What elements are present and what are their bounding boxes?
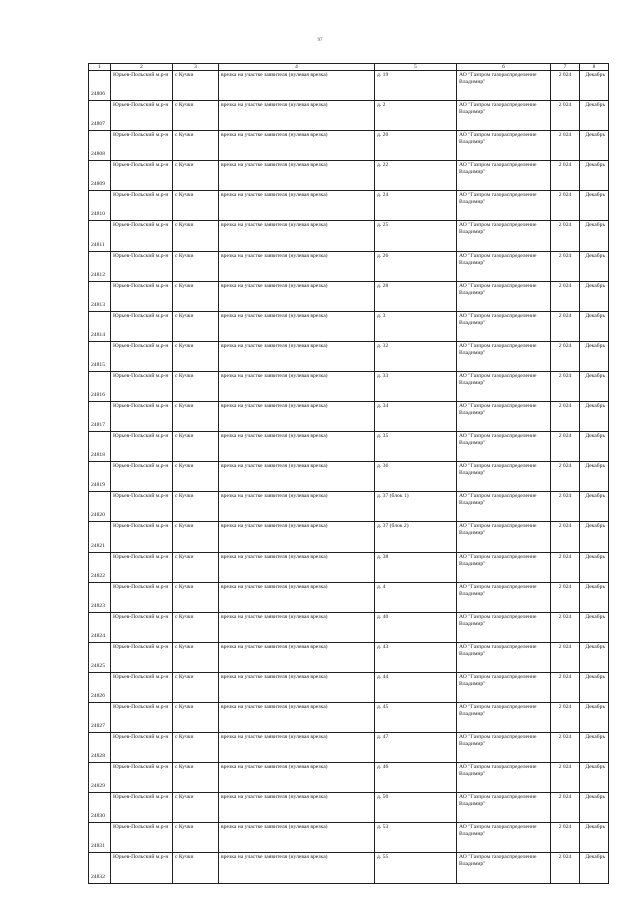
column-header: 8 (580, 64, 609, 71)
row-number: 24817 (89, 402, 111, 432)
district-cell: Юрьев-Польский м.р-н (111, 161, 173, 191)
month-cell: Декабрь (580, 402, 609, 432)
year-cell: 2 024 (551, 371, 580, 401)
year-cell: 2 024 (551, 311, 580, 341)
address-cell: д. 47 (375, 733, 457, 763)
table-row (89, 733, 609, 763)
year-cell: 2 024 (551, 853, 580, 883)
row-number: 24818 (89, 432, 111, 462)
table-row (89, 101, 609, 131)
month-cell: Декабрь (580, 672, 609, 702)
row-number: 24830 (89, 793, 111, 823)
organization-cell: АО "Газпром газораспределение Владимир" (457, 101, 551, 131)
organization-cell: АО "Газпром газораспределение Владимир" (457, 251, 551, 281)
column-header: 4 (219, 64, 375, 71)
year-cell: 2 024 (551, 582, 580, 612)
settlement-cell: с Кучки (173, 733, 219, 763)
year-cell: 2 024 (551, 131, 580, 161)
district-cell: Юрьев-Польский м.р-н (111, 432, 173, 462)
month-cell: Декабрь (580, 642, 609, 672)
settlement-cell: с Кучки (173, 522, 219, 552)
settlement-cell: с Кучки (173, 432, 219, 462)
address-cell: д. 24 (375, 191, 457, 221)
row-number: 24820 (89, 492, 111, 522)
settlement-cell: с Кучки (173, 702, 219, 732)
organization-cell: АО "Газпром газораспределение Владимир" (457, 642, 551, 672)
year-cell: 2 024 (551, 522, 580, 552)
table-row (89, 672, 609, 702)
district-cell: Юрьев-Польский м.р-н (111, 582, 173, 612)
work-type-cell: врезка на участке заявителя (нулевая врезка) (219, 462, 375, 492)
address-cell: д. 4 (375, 582, 457, 612)
district-cell: Юрьев-Польский м.р-н (111, 191, 173, 221)
table-row (89, 402, 609, 432)
year-cell: 2 024 (551, 492, 580, 522)
work-type-cell: врезка на участке заявителя (нулевая врезка) (219, 251, 375, 281)
year-cell: 2 024 (551, 702, 580, 732)
organization-cell: АО "Газпром газораспределение Владимир" (457, 432, 551, 462)
column-header: 6 (457, 64, 551, 71)
year-cell: 2 024 (551, 642, 580, 672)
month-cell: Декабрь (580, 823, 609, 853)
work-type-cell: врезка на участке заявителя (нулевая врезка) (219, 161, 375, 191)
settlement-cell: с Кучки (173, 853, 219, 883)
year-cell: 2 024 (551, 823, 580, 853)
month-cell: Декабрь (580, 462, 609, 492)
row-number: 24816 (89, 371, 111, 401)
address-cell: д. 25 (375, 221, 457, 251)
address-cell: д. 2 (375, 101, 457, 131)
organization-cell: АО "Газпром газораспределение Владимир" (457, 612, 551, 642)
settlement-cell: с Кучки (173, 612, 219, 642)
address-cell: д. 50 (375, 793, 457, 823)
district-cell: Юрьев-Польский м.р-н (111, 702, 173, 732)
row-number: 24813 (89, 281, 111, 311)
organization-cell: АО "Газпром газораспределение Владимир" (457, 462, 551, 492)
month-cell: Декабрь (580, 853, 609, 883)
month-cell: Декабрь (580, 161, 609, 191)
row-number: 24825 (89, 642, 111, 672)
table-row (89, 341, 609, 371)
settlement-cell: с Кучки (173, 221, 219, 251)
organization-cell: АО "Газпром газораспределение Владимир" (457, 733, 551, 763)
address-cell: д. 3 (375, 311, 457, 341)
district-cell: Юрьев-Польский м.р-н (111, 251, 173, 281)
column-header: 7 (551, 64, 580, 71)
month-cell: Декабрь (580, 733, 609, 763)
work-type-cell: врезка на участке заявителя (нулевая врезка) (219, 612, 375, 642)
address-cell: д. 34 (375, 402, 457, 432)
row-number: 24812 (89, 251, 111, 281)
month-cell: Декабрь (580, 612, 609, 642)
organization-cell: АО "Газпром газораспределение Владимир" (457, 71, 551, 101)
column-header: 1 (89, 64, 111, 71)
row-number: 24808 (89, 131, 111, 161)
row-number: 24819 (89, 462, 111, 492)
work-type-cell: врезка на участке заявителя (нулевая врезка) (219, 341, 375, 371)
organization-cell: АО "Газпром газораспределение Владимир" (457, 131, 551, 161)
year-cell: 2 024 (551, 432, 580, 462)
organization-cell: АО "Газпром газораспределение Владимир" (457, 672, 551, 702)
year-cell: 2 024 (551, 462, 580, 492)
organization-cell: АО "Газпром газораспределение Владимир" (457, 221, 551, 251)
header-row (89, 64, 609, 71)
settlement-cell: с Кучки (173, 311, 219, 341)
organization-cell: АО "Газпром газораспределение Владимир" (457, 582, 551, 612)
organization-cell: АО "Газпром газораспределение Владимир" (457, 522, 551, 552)
year-cell: 2 024 (551, 281, 580, 311)
address-cell: д. 19 (375, 71, 457, 101)
year-cell: 2 024 (551, 251, 580, 281)
work-type-cell: врезка на участке заявителя (нулевая врезка) (219, 853, 375, 883)
month-cell: Декабрь (580, 371, 609, 401)
organization-cell: АО "Газпром газораспределение Владимир" (457, 763, 551, 793)
settlement-cell: с Кучки (173, 191, 219, 221)
district-cell: Юрьев-Польский м.р-н (111, 793, 173, 823)
row-number: 24815 (89, 341, 111, 371)
row-number: 24807 (89, 101, 111, 131)
year-cell: 2 024 (551, 612, 580, 642)
year-cell: 2 024 (551, 763, 580, 793)
year-cell: 2 024 (551, 101, 580, 131)
address-cell: д. 28 (375, 281, 457, 311)
address-cell: д. 22 (375, 161, 457, 191)
address-cell: д. 35 (375, 432, 457, 462)
table-row (89, 552, 609, 582)
work-type-cell: врезка на участке заявителя (нулевая врезка) (219, 101, 375, 131)
district-cell: Юрьев-Польский м.р-н (111, 402, 173, 432)
settlement-cell: с Кучки (173, 131, 219, 161)
address-cell: д. 36 (375, 462, 457, 492)
address-cell: д. 38 (375, 552, 457, 582)
district-cell: Юрьев-Польский м.р-н (111, 341, 173, 371)
organization-cell: АО "Газпром газораспределение Владимир" (457, 161, 551, 191)
settlement-cell: с Кучки (173, 71, 219, 101)
month-cell: Декабрь (580, 492, 609, 522)
district-cell: Юрьев-Польский м.р-н (111, 733, 173, 763)
year-cell: 2 024 (551, 161, 580, 191)
column-header: 5 (375, 64, 457, 71)
address-cell: д. 37 (блок 1) (375, 492, 457, 522)
settlement-cell: с Кучки (173, 101, 219, 131)
settlement-cell: с Кучки (173, 281, 219, 311)
district-cell: Юрьев-Польский м.р-н (111, 131, 173, 161)
month-cell: Декабрь (580, 582, 609, 612)
district-cell: Юрьев-Польский м.р-н (111, 853, 173, 883)
district-cell: Юрьев-Польский м.р-н (111, 642, 173, 672)
table-row (89, 642, 609, 672)
address-cell: д. 33 (375, 371, 457, 401)
row-number: 24826 (89, 672, 111, 702)
work-type-cell: врезка на участке заявителя (нулевая врезка) (219, 763, 375, 793)
year-cell: 2 024 (551, 191, 580, 221)
work-type-cell: врезка на участке заявителя (нулевая врезка) (219, 522, 375, 552)
address-cell: д. 43 (375, 642, 457, 672)
settlement-cell: с Кучки (173, 552, 219, 582)
row-number: 24827 (89, 702, 111, 732)
organization-cell: АО "Газпром газораспределение Владимир" (457, 823, 551, 853)
work-type-cell: врезка на участке заявителя (нулевая врезка) (219, 642, 375, 672)
row-number: 24832 (89, 853, 111, 883)
row-number: 24831 (89, 823, 111, 853)
year-cell: 2 024 (551, 71, 580, 101)
table-row (89, 221, 609, 251)
address-cell: д. 53 (375, 823, 457, 853)
table-row (89, 432, 609, 462)
table-row (89, 763, 609, 793)
row-number: 24811 (89, 221, 111, 251)
year-cell: 2 024 (551, 672, 580, 702)
organization-cell: АО "Газпром газораспределение Владимир" (457, 341, 551, 371)
month-cell: Декабрь (580, 221, 609, 251)
table-row (89, 281, 609, 311)
row-number: 24822 (89, 552, 111, 582)
row-number: 24821 (89, 522, 111, 552)
work-type-cell: врезка на участке заявителя (нулевая врезка) (219, 702, 375, 732)
district-cell: Юрьев-Польский м.р-н (111, 492, 173, 522)
district-cell: Юрьев-Польский м.р-н (111, 612, 173, 642)
district-cell: Юрьев-Польский м.р-н (111, 371, 173, 401)
year-cell: 2 024 (551, 552, 580, 582)
settlement-cell: с Кучки (173, 823, 219, 853)
work-type-cell: врезка на участке заявителя (нулевая врезка) (219, 221, 375, 251)
month-cell: Декабрь (580, 432, 609, 462)
organization-cell: АО "Газпром газораспределение Владимир" (457, 281, 551, 311)
table-row (89, 71, 609, 101)
row-number: 24806 (89, 71, 111, 101)
work-type-cell: врезка на участке заявителя (нулевая врезка) (219, 793, 375, 823)
address-cell: д. 44 (375, 672, 457, 702)
district-cell: Юрьев-Польский м.р-н (111, 522, 173, 552)
settlement-cell: с Кучки (173, 161, 219, 191)
settlement-cell: с Кучки (173, 642, 219, 672)
year-cell: 2 024 (551, 733, 580, 763)
table-row (89, 702, 609, 732)
organization-cell: АО "Газпром газораспределение Владимир" (457, 702, 551, 732)
organization-cell: АО "Газпром газораспределение Владимир" (457, 492, 551, 522)
table-row (89, 161, 609, 191)
work-type-cell: врезка на участке заявителя (нулевая врезка) (219, 672, 375, 702)
month-cell: Декабрь (580, 131, 609, 161)
address-cell: д. 20 (375, 131, 457, 161)
month-cell: Декабрь (580, 793, 609, 823)
address-cell: д. 46 (375, 763, 457, 793)
table-row (89, 371, 609, 401)
district-cell: Юрьев-Польский м.р-н (111, 462, 173, 492)
work-type-cell: врезка на участке заявителя (нулевая врезка) (219, 823, 375, 853)
month-cell: Декабрь (580, 522, 609, 552)
organization-cell: АО "Газпром газораспределение Владимир" (457, 853, 551, 883)
month-cell: Декабрь (580, 341, 609, 371)
settlement-cell: с Кучки (173, 462, 219, 492)
year-cell: 2 024 (551, 341, 580, 371)
work-type-cell: врезка на участке заявителя (нулевая врезка) (219, 131, 375, 161)
settlement-cell: с Кучки (173, 582, 219, 612)
address-cell: д. 32 (375, 341, 457, 371)
work-type-cell: врезка на участке заявителя (нулевая врезка) (219, 492, 375, 522)
address-cell: д. 45 (375, 702, 457, 732)
work-type-cell: врезка на участке заявителя (нулевая врезка) (219, 432, 375, 462)
table-row (89, 492, 609, 522)
work-type-cell: врезка на участке заявителя (нулевая врезка) (219, 582, 375, 612)
table-row (89, 311, 609, 341)
organization-cell: АО "Газпром газораспределение Владимир" (457, 191, 551, 221)
district-cell: Юрьев-Польский м.р-н (111, 311, 173, 341)
district-cell: Юрьев-Польский м.р-н (111, 672, 173, 702)
month-cell: Декабрь (580, 702, 609, 732)
row-number: 24828 (89, 733, 111, 763)
month-cell: Декабрь (580, 101, 609, 131)
settlement-cell: с Кучки (173, 763, 219, 793)
organization-cell: АО "Газпром газораспределение Владимир" (457, 311, 551, 341)
year-cell: 2 024 (551, 402, 580, 432)
month-cell: Декабрь (580, 552, 609, 582)
table-row (89, 462, 609, 492)
table-row (89, 251, 609, 281)
table-row (89, 582, 609, 612)
table-row (89, 191, 609, 221)
year-cell: 2 024 (551, 221, 580, 251)
organization-cell: АО "Газпром газораспределение Владимир" (457, 552, 551, 582)
table-row (89, 612, 609, 642)
month-cell: Декабрь (580, 251, 609, 281)
work-type-cell: врезка на участке заявителя (нулевая врезка) (219, 552, 375, 582)
year-cell: 2 024 (551, 793, 580, 823)
month-cell: Декабрь (580, 281, 609, 311)
month-cell: Декабрь (580, 71, 609, 101)
settlement-cell: с Кучки (173, 402, 219, 432)
settlement-cell: с Кучки (173, 251, 219, 281)
organization-cell: АО "Газпром газораспределение Владимир" (457, 402, 551, 432)
work-type-cell: врезка на участке заявителя (нулевая врезка) (219, 311, 375, 341)
table-row (89, 522, 609, 552)
district-cell: Юрьев-Польский м.р-н (111, 763, 173, 793)
table-row (89, 793, 609, 823)
row-number: 24829 (89, 763, 111, 793)
table-row (89, 823, 609, 853)
register-table (88, 63, 609, 884)
settlement-cell: с Кучки (173, 793, 219, 823)
month-cell: Декабрь (580, 763, 609, 793)
month-cell: Декабрь (580, 311, 609, 341)
address-cell: д. 40 (375, 612, 457, 642)
row-number: 24810 (89, 191, 111, 221)
address-cell: д. 26 (375, 251, 457, 281)
column-header: 2 (111, 64, 173, 71)
organization-cell: АО "Газпром газораспределение Владимир" (457, 793, 551, 823)
settlement-cell: с Кучки (173, 341, 219, 371)
settlement-cell: с Кучки (173, 492, 219, 522)
month-cell: Декабрь (580, 191, 609, 221)
work-type-cell: врезка на участке заявителя (нулевая врезка) (219, 402, 375, 432)
district-cell: Юрьев-Польский м.р-н (111, 823, 173, 853)
row-number: 24814 (89, 311, 111, 341)
row-number: 24824 (89, 612, 111, 642)
address-cell: д. 37 (блок 2) (375, 522, 457, 552)
row-number: 24823 (89, 582, 111, 612)
district-cell: Юрьев-Польский м.р-н (111, 101, 173, 131)
district-cell: Юрьев-Польский м.р-н (111, 221, 173, 251)
work-type-cell: врезка на участке заявителя (нулевая врезка) (219, 733, 375, 763)
district-cell: Юрьев-Польский м.р-н (111, 552, 173, 582)
settlement-cell: с Кучки (173, 672, 219, 702)
work-type-cell: врезка на участке заявителя (нулевая врезка) (219, 191, 375, 221)
table-row (89, 131, 609, 161)
district-cell: Юрьев-Польский м.р-н (111, 71, 173, 101)
organization-cell: АО "Газпром газораспределение Владимир" (457, 371, 551, 401)
address-cell: д. 55 (375, 853, 457, 883)
work-type-cell: врезка на участке заявителя (нулевая врезка) (219, 71, 375, 101)
column-header: 3 (173, 64, 219, 71)
row-number: 24809 (89, 161, 111, 191)
settlement-cell: с Кучки (173, 371, 219, 401)
page-number: 97 (317, 38, 323, 43)
work-type-cell: врезка на участке заявителя (нулевая врезка) (219, 281, 375, 311)
work-type-cell: врезка на участке заявителя (нулевая врезка) (219, 371, 375, 401)
district-cell: Юрьев-Польский м.р-н (111, 281, 173, 311)
table-row (89, 853, 609, 883)
